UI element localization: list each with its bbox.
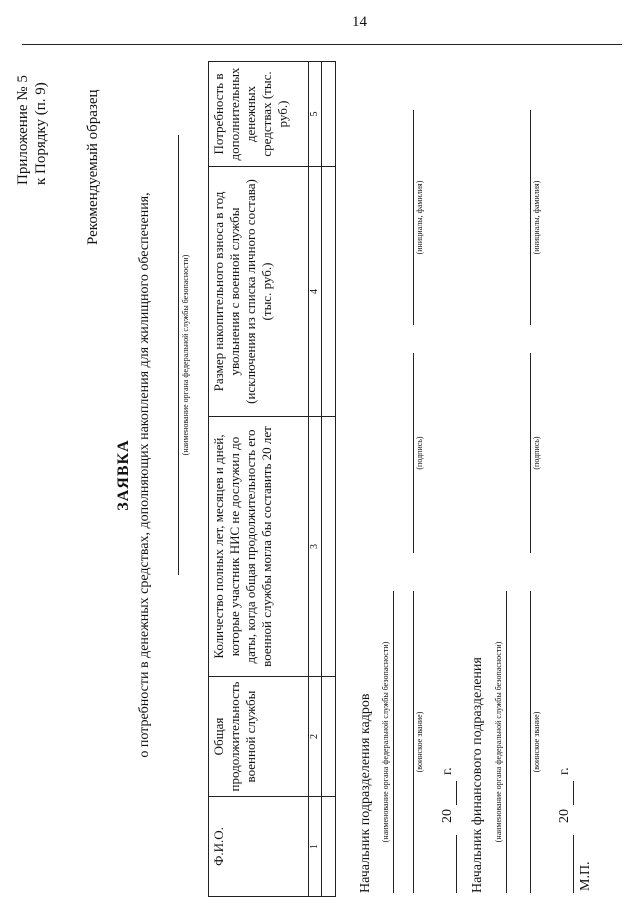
hr-date-day-line xyxy=(456,835,457,893)
table-number-row xyxy=(309,62,322,897)
appendix-line-2: к Порядку (п. 9) xyxy=(33,82,49,185)
fin-rank-caption: (воинское звание) xyxy=(532,711,541,773)
stamp-place: М.П. xyxy=(578,861,593,891)
fin-sign-line xyxy=(530,353,531,553)
table-cell xyxy=(322,677,336,797)
column-number: 2 xyxy=(309,677,322,797)
fin-date-year-line xyxy=(573,781,574,805)
page-number: 14 xyxy=(352,14,367,30)
header-fio: Ф.И.О. xyxy=(209,797,309,897)
request-table xyxy=(208,61,336,897)
column-number: 5 xyxy=(309,62,322,167)
fin-org-caption: (наименование органа федеральной службы безопасности) xyxy=(494,641,503,843)
header-total-service: Общая продолжительность военной службы xyxy=(209,677,309,797)
table-cell xyxy=(322,797,336,897)
hr-rank-line xyxy=(413,591,414,893)
appendix-line-1: Приложение № 5 xyxy=(15,75,31,185)
header-additional-need: Потребность в дополнительных денежных средствах (тыс. руб.) xyxy=(209,62,309,167)
fin-date-year: 20 xyxy=(557,809,572,823)
column-number: 4 xyxy=(309,167,322,417)
hr-sign-caption: (подпись) xyxy=(415,436,424,470)
hr-sign-line xyxy=(413,353,414,553)
hr-heading: Начальник подразделения кадров xyxy=(358,693,373,893)
fin-date-day-line xyxy=(573,835,574,893)
table-cell xyxy=(322,417,336,677)
hr-name-caption: (инициалы, фамилия) xyxy=(415,180,424,255)
table-cell xyxy=(322,167,336,417)
document-title: ЗАЯВКА xyxy=(115,439,132,511)
hr-org-line xyxy=(393,591,394,893)
recommended-sample: Рекомендуемый образец xyxy=(85,89,101,245)
table-header-row xyxy=(209,62,309,897)
fin-org-line xyxy=(506,591,507,893)
table-cell xyxy=(322,62,336,167)
hr-date-suffix: г. xyxy=(440,767,455,775)
column-number: 1 xyxy=(309,797,322,897)
hr-date-year: 20 xyxy=(440,809,455,823)
hr-org-caption: (наименование органа федеральной службы безопасности) xyxy=(381,641,390,843)
org-name-line xyxy=(178,135,179,575)
column-number: 3 xyxy=(309,417,322,677)
hr-name-line xyxy=(413,110,414,325)
fin-heading: Начальник финансового подразделения xyxy=(470,657,485,893)
fin-sign-caption: (подпись) xyxy=(532,436,541,470)
fin-date-suffix: г. xyxy=(557,767,572,775)
document-subtitle: о потребности в денежных средствах, дополняющих накопления для жилищного обеспечения, xyxy=(137,192,152,758)
table-empty-row xyxy=(322,62,336,897)
fin-name-line xyxy=(530,110,531,325)
fin-name-caption: (инициалы, фамилия) xyxy=(532,180,541,255)
header-contribution: Размер накопительного взноса в год увольнения с военной службы (исключения из списка личного состава) (тыс. руб.) xyxy=(209,167,309,417)
document-sheet xyxy=(0,45,600,905)
hr-rank-caption: (воинское звание) xyxy=(415,711,424,773)
header-remaining-service: Количество полных лет, месяцев и дней, которые участник НИС не дослужил до даты, когда общая продолжительность его военной службы могла бы составить 20 лет xyxy=(209,417,309,677)
fin-rank-line xyxy=(530,591,531,893)
hr-date-year-line xyxy=(456,781,457,805)
org-name-caption: (наименование органа федеральной службы безопасности) xyxy=(181,254,190,456)
appendix-note xyxy=(14,45,50,185)
